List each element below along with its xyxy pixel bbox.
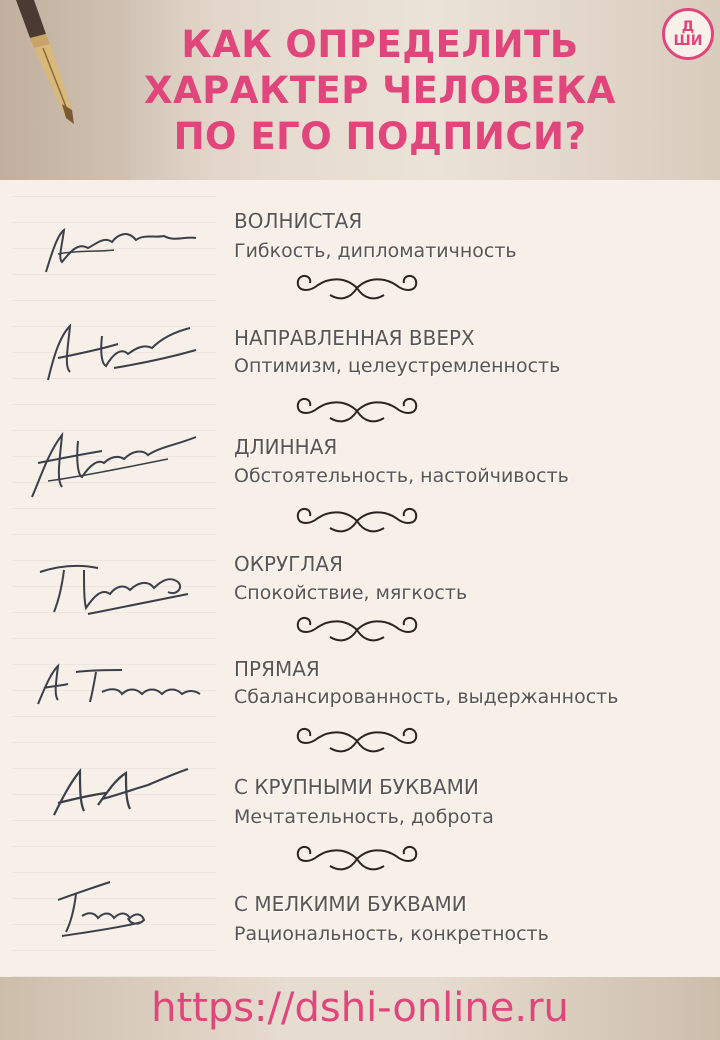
header-banner (0, 0, 720, 180)
signature-long-image (18, 415, 208, 505)
item-title: С КРУПНЫМИ БУКВАМИ (234, 775, 479, 799)
ornament-divider-icon (290, 504, 424, 538)
signature-large-letters-image (18, 755, 208, 845)
item-title: ОКРУГЛАЯ (234, 552, 344, 576)
ornament-divider-icon (290, 724, 424, 758)
signature-list-panel (0, 180, 720, 977)
item-title: НАПРАВЛЕННАЯ ВВЕРХ (234, 326, 475, 350)
footer-banner (0, 977, 720, 1040)
item-description: Мечтательность, доброта (234, 806, 494, 828)
item-title: ВОЛНИСТАЯ (234, 209, 363, 233)
item-description: Спокойствие, мягкость (234, 582, 468, 604)
item-description: Сбалансированность, выдержанность (234, 686, 619, 708)
item-title: ДЛИННАЯ (234, 435, 338, 459)
item-description: Оптимизм, целеустремленность (234, 355, 561, 377)
ornament-divider-icon (290, 394, 424, 428)
item-description: Гибкость, дипломатичность (234, 240, 517, 262)
item-description: Рациональность, конкретность (234, 923, 549, 945)
site-logo (662, 8, 714, 60)
title-line-1: КАК ОПРЕДЕЛИТЬ (181, 23, 579, 66)
ornament-divider-icon (290, 842, 424, 876)
signature-wavy-image (18, 200, 208, 290)
title-line-2: ХАРАКТЕР ЧЕЛОВЕКА (144, 69, 616, 112)
signature-straight-image (18, 642, 208, 732)
ornament-divider-icon (290, 613, 424, 647)
item-description: Обстоятельность, настойчивость (234, 465, 569, 487)
logo-text: Д ШИ (673, 19, 703, 49)
title-line-3: ПО ЕГО ПОДПИСИ? (173, 115, 587, 158)
item-title: ПРЯМАЯ (234, 657, 320, 681)
signature-small-letters-image (18, 870, 208, 960)
page-title (120, 22, 640, 160)
item-title: С МЕЛКИМИ БУКВАМИ (234, 892, 467, 916)
site-url-link[interactable]: https://dshi-online.ru (151, 985, 569, 1031)
signature-round-image (18, 542, 208, 632)
signature-upward-image (18, 308, 208, 398)
ornament-divider-icon (290, 271, 424, 305)
fountain-pen-icon (0, 0, 130, 180)
